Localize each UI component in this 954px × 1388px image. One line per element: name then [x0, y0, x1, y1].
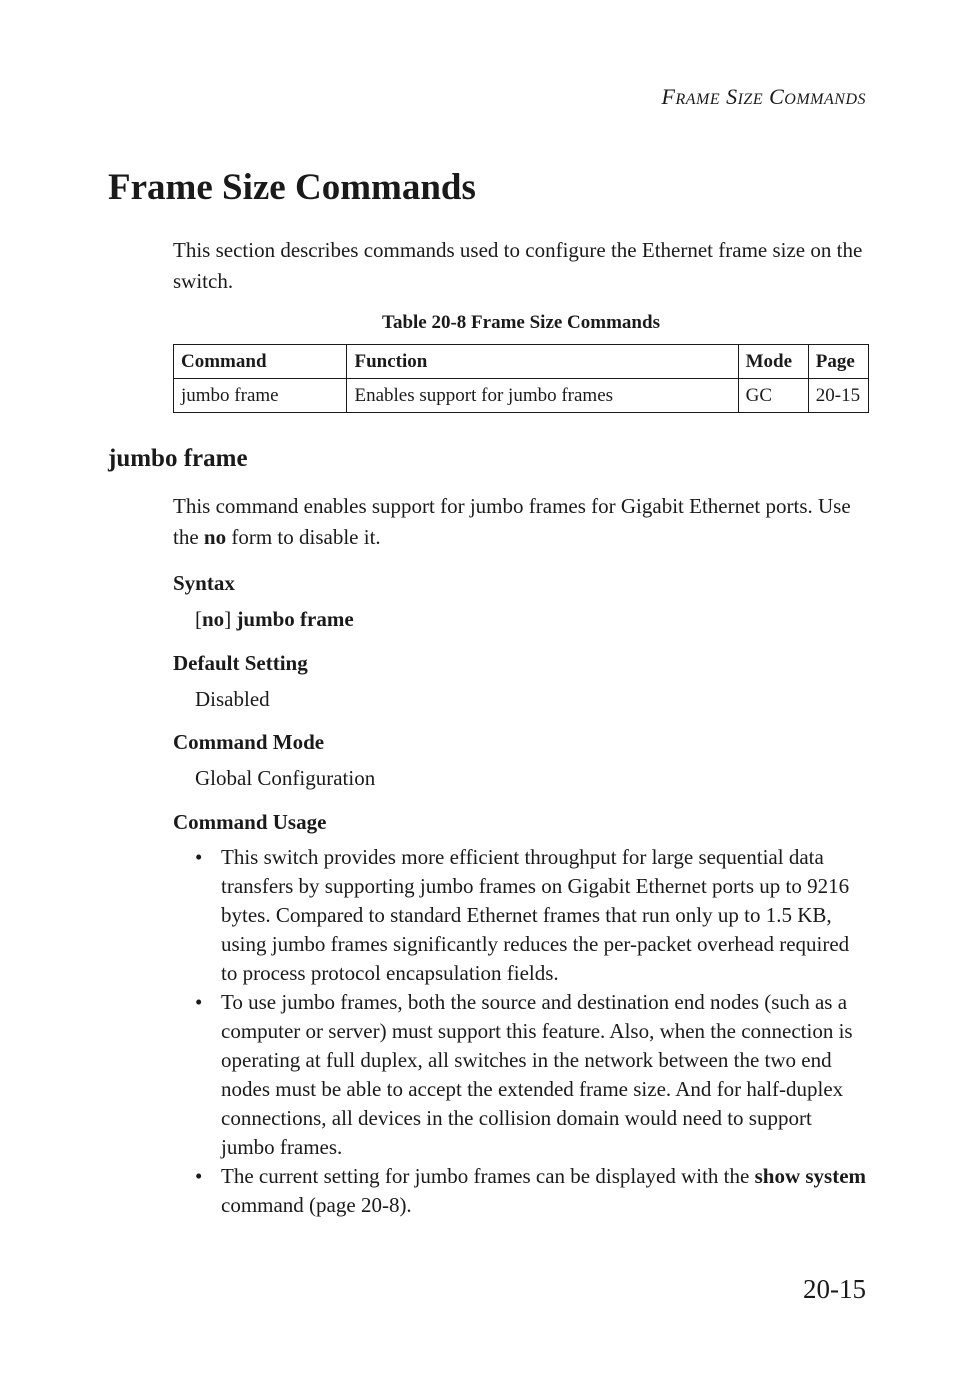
section-intro: This section describes commands used to configure the Ethernet frame size on the switch.	[173, 238, 863, 293]
list-item: • To use jumbo frames, both the source and destination end nodes (such as a computer or server) must support this feature. Also, when the connection is operating at full duplex, all switches in the network between the two end nodes must be able to accept the extended frame size. And for half-duplex connections, all devices in the collision domain would need to support jumbo frames.	[195, 990, 853, 1159]
cell-function: Enables support for jumbo frames	[347, 379, 738, 413]
command-title: jumbo frame	[108, 445, 248, 472]
bullet-icon: •	[195, 990, 203, 1014]
list-item: • The current setting for jumbo frames can be displayed with the show system command (page 20-8).	[195, 1164, 867, 1217]
command-description: This command enables support for jumbo frames for Gigabit Ethernet ports. Use the no form to disable it.	[173, 494, 851, 549]
column-header-command: Command	[174, 345, 347, 379]
syntax-line: [no] jumbo frame	[195, 607, 354, 631]
bullet-icon: •	[195, 1164, 203, 1188]
running-header: FRAME SIZE COMMANDS	[661, 84, 866, 109]
table-header-row	[174, 345, 869, 379]
command-mode-heading: Command Mode	[173, 730, 325, 754]
commands-table	[173, 344, 869, 413]
command-mode-value: Global Configuration	[195, 766, 376, 790]
command-usage-heading: Command Usage	[173, 810, 327, 834]
column-header-mode: Mode	[738, 345, 808, 379]
table-caption: Table 20-8 Frame Size Commands	[382, 312, 660, 333]
cell-page: 20-15	[808, 379, 868, 413]
column-header-function: Function	[347, 345, 738, 379]
column-header-page: Page	[808, 345, 868, 379]
page-number: 20-15	[803, 1274, 866, 1304]
section-title: Frame Size Commands	[108, 167, 476, 208]
default-setting-value: Disabled	[195, 687, 270, 711]
syntax-heading: Syntax	[173, 571, 235, 595]
cell-command: jumbo frame	[174, 379, 347, 413]
table-row	[174, 379, 869, 413]
default-setting-heading: Default Setting	[173, 651, 308, 675]
list-item: • This switch provides more efficient throughput for large sequential data transfers by supporting jumbo frames on Gigabit Ethernet ports up to 9216 bytes. Compared to standard Ethernet frames that run only up to 1.5 KB, using jumbo frames significantly reduces the per-packet overhead required to process protocol encapsulation fields.	[195, 845, 850, 985]
bullet-icon: •	[195, 845, 203, 869]
command-usage-list	[195, 843, 867, 1220]
cell-mode: GC	[738, 379, 808, 413]
